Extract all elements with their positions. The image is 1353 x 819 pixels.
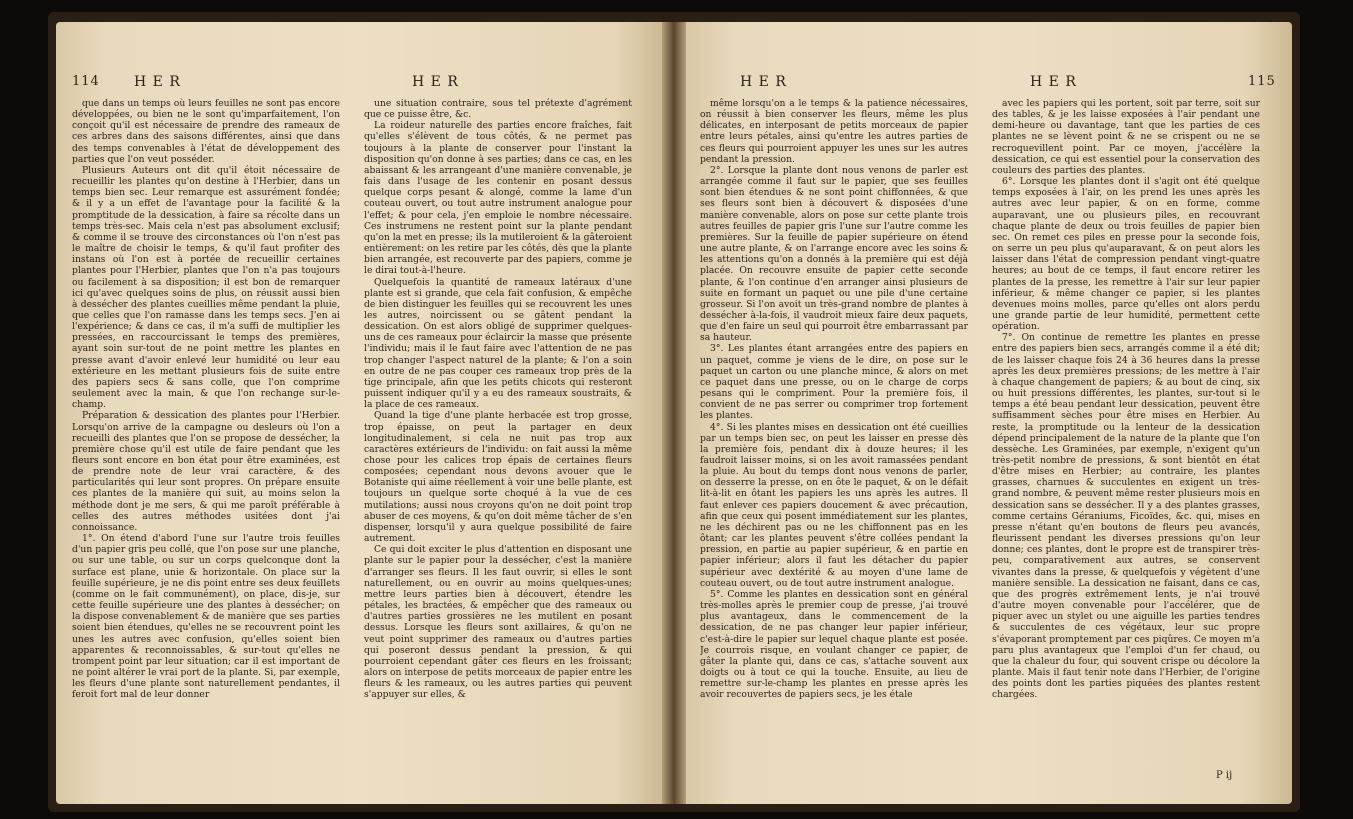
running-head-word: H E R: [1030, 74, 1077, 90]
right-running-head: [700, 74, 1276, 96]
paragraph: 1°. On étend d'abord l'une sur l'autre trois feuilles d'un papier gris peu collé, que l'on pose sur une planche, ou sur une table, ou sur un corps quelconque dont la surface est plane, unie & horizontale. On place sur la feuille supérieure, je ne dis point entre ses deux feuillets (comme on le fait communément), on place, dis-je, sur cette feuille supérieure une des plantes à dessécher; on la dispose convenablement & de manière que ses parties soient bien étendues, qu'elles ne se recouvrent point les unes les autres avec confusion, qu'elles soient bien apparentes & reconnoissables, & sur-tout qu'elles ne trompent point par leur situation; car il est important de ne point altérer le vrai port de la plante. Si, par exemple, les fleurs d'une plante sont naturellement pendantes, il feroit fort mal de leur donner: [72, 533, 340, 701]
paragraph: 7°. On continue de remettre les plantes en presse entre des papiers bien secs, arrangés comme il a été dit; de les laisser chaque fois 24 à 36 heures dans la presse après les deux premières pressions; de les mettre à l'air à chaque changement de papiers; & au bout de cinq, six ou huit pressions différentes, les plantes, sur-tout si le temps a été beau pendant leur dessication, peuvent être suffisamment sèches pour être mises en Herbier. Au reste, la promptitude ou la lenteur de la dessication dépend principalement de la nature de la plante que l'on dessèche. Les Graminées, par exemple, n'exigent qu'un très-petit nombre de pressions, & sont bientôt en état d'être mises en Herbier; au contraire, les plantes grasses, charnues & succulentes en exigent un très-grand nombre, & peuvent même rester plusieurs mois en dessication sans se dessécher. Il y a des plantes grasses, comme certains Géraniums, Ficoïdes, &c. qui, mises en presse n'étant qu'en boutons de fleurs peu avancés, fleurissent pendant les diverses pressions qu'on leur donne; ces plantes, dont le propre est de transpirer très-peu, comparativement aux autres, se conservent vivantes dans la presse, & quelquefois y végètent d'une manière sensible. La dessication ne faisant, dans ce cas, que des progrès extrêmement lents, je n'ai trouvé d'autre moyen convenable pour l'accélérer, que de piquer avec un stylet ou une aiguille les parties tendres & succulentes de ces végétaux, leur suc propre s'évaporant promptement par ces piqûres. Ce moyen m'a paru plus avantageux que l'emploi d'un fer chaud, ou que la chaleur du four, qui souvent crispe ou décolore la plante. Mais il faut tenir note dans l'Herbier, de l'origine des points dont les parties piquées des plantes restent chargées.: [992, 332, 1260, 701]
book-gutter: [662, 22, 686, 804]
left-column-2: [364, 98, 632, 788]
paragraph: 5°. Comme les plantes en dessication sont en général très-molles après le premier coup de presse, j'ai trouvé plus avantageux, dans le commencement de la dessication, de ne pas changer leur papier inférieur, c'est-à-dire le papier sur lequel chaque plante est posée. Je courrois risque, en voulant changer ce papier, de gâter la plante qui, dans ce cas, s'attache souvent aux doigts ou à tout ce qui la touche. Ensuite, au lieu de remettre sur-le-champ les plantes en presse après les avoir recouvertes de papiers secs, je les étale: [700, 588, 968, 701]
left-column-1: [72, 98, 340, 788]
running-head-word: H E R: [134, 74, 181, 90]
page-number: 114: [72, 74, 100, 89]
paragraph: Ce qui doit exciter le plus d'attention en disposant une plante sur le papier pour la dessécher, c'est la manière d'arranger ses fleurs. Il les faut ouvrir, si elles le sont naturellement, ou en ouvrir au moins quelques-unes; mettre leurs parties bien à découvert, étendre les pétales, les bractées, & empêcher que des rameaux ou d'autres parties grossières ne les mutilent en posant dessus. Lorsque les fleurs sont axillaires, & qu'on ne veut point supprimer des rameaux ou d'autres parties qui poseront dessus pendant la pression, & qui pourroient cependant gâter ces fleurs en les froissant; alors on interpose de petits morceaux de papier entre les fleurs & les rameaux, ou les autres parties qui peuvent s'appuyer sur elles, &: [364, 544, 632, 701]
paragraph: Préparation & dessication des plantes pour l'Herbier. Lorsqu'on arrive de la campagne ou desleurs où l'on a recueilli des plantes que l'on se propose de dessécher, la première chose qu'il est utile de faire pendant que les fleurs sont encore en bon état pour être examinées, est de prendre note de leur vrai caractère, & des particularités qui leur sont propres. On prépare ensuite ces plantes de la manière qui suit, au moins selon la méthode dont je me sers, & qui me paroît préférable à celles des autres méthodes usitées dont j'ai connoissance.: [72, 410, 340, 533]
paragraph: Quand la tige d'une plante herbacée est trop grosse, trop épaisse, on peut la partager en deux longitudinalement, si cela ne nuit pas trop aux caractères extérieurs de l'individu: on fait aussi la même chose pour les calices trop épais de certaines fleurs composées; cependant nous devons avouer que le Botaniste qui aime réellement à voir une belle plante, est toujours un quelque sorte choqué à la vue de ces mutilations; aussi nous croyons qu'on ne doit point trop abuser de ces moyens, & qu'on doit même tâcher de s'en dispenser, lorsqu'il y aura quelque possibilité de faire autrement.: [364, 410, 632, 545]
right-column-2: [992, 98, 1260, 788]
paragraph: 4°. Si les plantes mises en dessication ont été cueillies par un temps bien sec, on peut les laisser en presse dès la première fois, pendant dix à douze heures; il les faudroit laisser moins, si on les avoit ramassées pendant la pluie. Au bout du temps dont nous venons de parler, on desserre la presse, on en ôte le paquet, & on le défait lit-à-lit en ôtant les papiers les uns après les autres. Il faut enlever ces papiers doucement & avec précaution, afin que ceux qui posent immédiatement sur les plantes, ne les déchirent pas ou ne les chiffonnent pas en les ôtant; car les plantes peuvent s'être collées pendant la pression, en partie au papier supérieur, & en partie en papier inférieur; alors il faut les détacher du papier supérieur avec dextérité & au moyen d'une lame de couteau ouvert, ou de tout autre instrument analogue.: [700, 421, 968, 589]
page-number: 115: [1248, 74, 1276, 89]
left-page: [56, 22, 662, 804]
running-head-word: H E R: [412, 74, 459, 90]
paragraph: une situation contraire, sous tel prétexte d'agrément que ce puisse être, &c.: [364, 98, 632, 121]
paragraph: Plusieurs Auteurs ont dit qu'il étoit nécessaire de recueillir les plantes qu'on destine à l'Herbier, dans un temps bien sec. Leur remarque est assurément fondée; & il y a un effet de l'avantage pour la facilité & la promptitude de la dessication, à faire sa récolte dans un temps très-sec. Mais cela n'est pas absolument exclusif; & comme il se trouve des circonstances où l'on n'est pas le maître de choisir le temps, & qu'il faut profiter des instans où l'on est à portée de recueillir certaines plantes pour l'Herbier, plantes que l'on n'a pas toujours ou facilement à sa disposition; il est bon de remarquer ici qu'avec quelques soins de plus, on réussit aussi bien à dessécher des plantes cueillies même pendant la pluie, que celles que l'on ramasse dans les temps secs. J'en ai l'expérience; & dans ce cas, il m'a suffi de multiplier les pressées, en raccourcissant le temps des premières, ayant soin sur-tout de ne point mettre les plantes en presse avant d'avoir enlevé leur humidité ou leur eau extérieure en les mettant plusieurs fois de suite entre des papiers secs & sans colle, que l'on comprime seulement avec la main, & que l'on rechange sur-le-champ.: [72, 164, 340, 411]
paragraph: 6°. Lorsque les plantes dont il s'agit ont été quelque temps exposées à l'air, on les prend les unes après les autres avec leur papier, & on en forme, comme auparavant, une ou plusieurs piles, en recouvrant chaque plante de deux ou trois feuilles de papier bien sec. On remet ces piles en presse pour la seconde fois, on serre un peu plus qu'auparavant, & on peut alors les laisser dans l'état de compression pendant vingt-quatre heures; au bout de ce temps, il faut encore retirer les plantes de la presse, les remettre à l'air sur leur papier inférieur, & même changer ce papier, si les plantes devenues moins molles, parce qu'elles ont alors perdu une grande partie de leur humidité, permettent cette opération.: [992, 176, 1260, 333]
paragraph: La roideur naturelle des parties encore fraîches, fait qu'elles s'élèvent de tous côtés, & ne permet pas toujours à la plante de conserver pour l'instant la disposition qu'on donne à ses parties; dans ce cas, en les abaissant & les arrangeant d'une manière convenable, je fais dans l'usage de les contenir en posant dessus quelque corps pesant & alongé, comme la lame d'un couteau ouvert, ou tout autre instrument analogue pour l'effet; & pour cela, j'en emploie le nombre nécessaire. Ces instrumens ne restent point sur la plante pendant qu'on la met en presse; ils la mutileroient & la gâteroient entièrement: on les retire par les côtés, dès que la plante bien arrangée, est recouverte par des papiers, comme je le dirai tout-à-l'heure.: [364, 120, 632, 277]
paragraph: 3°. Les plantes étant arrangées entre des papiers en un paquet, comme je viens de le dire, on pose sur le paquet un carton ou une planche mince, & alors on met ce paquet dans une presse, ou on le charge de corps pesans qui le compriment. Pour la première fois, il convient de ne pas serrer ou comprimer trop fortement les plantes.: [700, 343, 968, 422]
paragraph: 2°. Lorsque la plante dont nous venons de parler est arrangée comme il faut sur le papier, que ses feuilles sont bien étendues & ne sont point chiffonnées, & que ses fleurs sont bien à découvert & disposées d'une manière convenable, alors on pose sur cette plante trois autres feuilles de papier gris l'une sur l'autre comme les premières. Sur la feuille de papier supérieure on étend une autre plante, & on l'arrange encore avec les soins & les attentions qu'on a donnés à la première qui est déjà placée. On recouvre ensuite de papier cette seconde plante, & l'on continue d'en arranger ainsi plusieurs de suite en formant un paquet ou une pile d'une certaine grosseur. Si l'on avoit un très-grand nombre de plantes à dessécher à-la-fois, il vaudroit mieux faire deux paquets, que d'en faire un seul qui pourroit être embarrassant par sa hauteur.: [700, 164, 968, 344]
paragraph: même lorsqu'on a le temps & la patience nécessaires, on réussit à bien conserver les fleurs, même les plus délicates, en interposant de petits morceaux de papier entre leurs pétales, ainsi qu'entre les autres parties de ces fleurs qui pourroient appuyer les unes sur les autres pendant la pression.: [700, 98, 968, 165]
right-page: [686, 22, 1292, 804]
paragraph: que dans un temps où leurs feuilles ne sont pas encore développées, ou bien ne le sont qu'imparfaitement, l'on conçoit qu'il est nécessaire de prendre des rameaux de ces arbres dans des saisons différentes, ainsi que dans des temps convenables à l'état de développement des parties que l'on veut posséder.: [72, 98, 340, 165]
left-running-head: [72, 74, 632, 96]
right-column-1: [700, 98, 968, 788]
paragraph: Quelquefois la quantité de rameaux latéraux d'une plante est si grande, que cela fait confusion, & empêche de bien distinguer les feuilles qui se recouvrent les unes les autres, noircissent ou se gâtent pendant la dessication. On est alors obligé de supprimer quelques-uns de ces rameaux pour éclaircir la masse que présente l'individu; mais il le faut faire avec l'attention de ne pas trop changer l'aspect naturel de la plante; & l'on a soin en outre de ne pas couper ces rameaux trop près de la tige principale, afin que les petits chicots qui resteront puissent indiquer qu'il y a eu des rameaux soustraits, & la place de ces rameaux.: [364, 276, 632, 411]
paragraph: avec les papiers qui les portent, soit par terre, soit sur des tables, & je les laisse exposées à l'air pendant une demi-heure ou davantage, tant que les parties de ces plantes ne se lèvent point & ne se crispent ou ne se recroquevillent point. Par ce moyen, j'accélère la dessication, ce qui est essentiel pour la conservation des couleurs des parties des plantes.: [992, 98, 1260, 176]
running-head-word: H E R: [740, 74, 787, 90]
open-book: [48, 12, 1300, 812]
signature-mark: P ij: [1216, 770, 1233, 781]
